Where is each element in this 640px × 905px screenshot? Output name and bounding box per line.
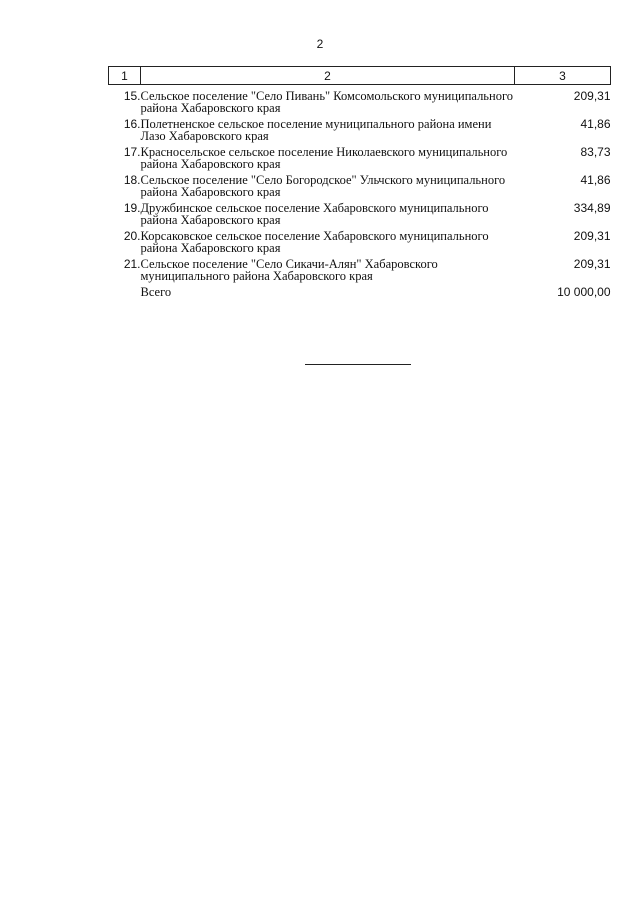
header-row <box>109 67 611 85</box>
settlement-name: Сельское поселение "Село Богородское" Ульчского муниципального района Хабаровского края <box>140 173 506 199</box>
settlement-name: Корсаковское сельское поселение Хабаровского муниципального района Хабаровского края <box>140 229 489 255</box>
table-row <box>109 258 611 286</box>
column-header-amount: 3 <box>515 67 611 85</box>
row-number: 21. <box>123 257 141 271</box>
table-body <box>109 85 611 304</box>
table-row <box>109 174 611 202</box>
column-header-number: 1 <box>109 67 141 85</box>
row-number: 19. <box>123 201 141 215</box>
row-number: 17. <box>123 145 141 159</box>
table-row <box>109 230 611 258</box>
settlement-name: Дружбинское сельское поселение Хабаровского муниципального района Хабаровского края <box>140 201 489 227</box>
table-row <box>109 118 611 146</box>
total-label: Всего <box>140 285 172 299</box>
settlement-name: Сельское поселение "Село Пивань" Комсомольского муниципального района Хабаровского края <box>140 89 514 115</box>
row-number: 15. <box>123 89 141 103</box>
total-row <box>109 286 611 303</box>
end-of-document-rule <box>305 364 411 365</box>
table-row <box>109 85 611 119</box>
allocation-amount: 41,86 <box>580 117 611 131</box>
row-number: 16. <box>123 117 141 131</box>
settlement-name: Красносельское сельское поселение Николаевского муниципального района Хабаровского края <box>140 145 508 171</box>
settlement-name: Сельское поселение "Село Сикачи-Алян" Хабаровского муниципального района Хабаровского края <box>140 257 438 283</box>
allocation-amount: 209,31 <box>573 257 611 271</box>
table-row <box>109 146 611 174</box>
table-header <box>109 67 611 85</box>
allocation-amount: 334,89 <box>573 201 611 215</box>
allocation-table <box>108 66 611 303</box>
allocation-amount: 41,86 <box>580 173 611 187</box>
column-header-name: 2 <box>141 67 515 85</box>
row-number: 18. <box>123 173 141 187</box>
allocation-amount: 209,31 <box>573 229 611 243</box>
settlement-name: Полетненское сельское поселение муниципального района имени Лазо Хабаровского края <box>140 117 492 143</box>
allocation-amount: 209,31 <box>573 89 611 103</box>
total-number-cell <box>109 286 141 303</box>
allocation-amount: 83,73 <box>580 145 611 159</box>
table-row <box>109 202 611 230</box>
row-number: 20. <box>123 229 141 243</box>
total-amount: 10 000,00 <box>557 285 611 299</box>
page-number: 2 <box>316 37 324 51</box>
